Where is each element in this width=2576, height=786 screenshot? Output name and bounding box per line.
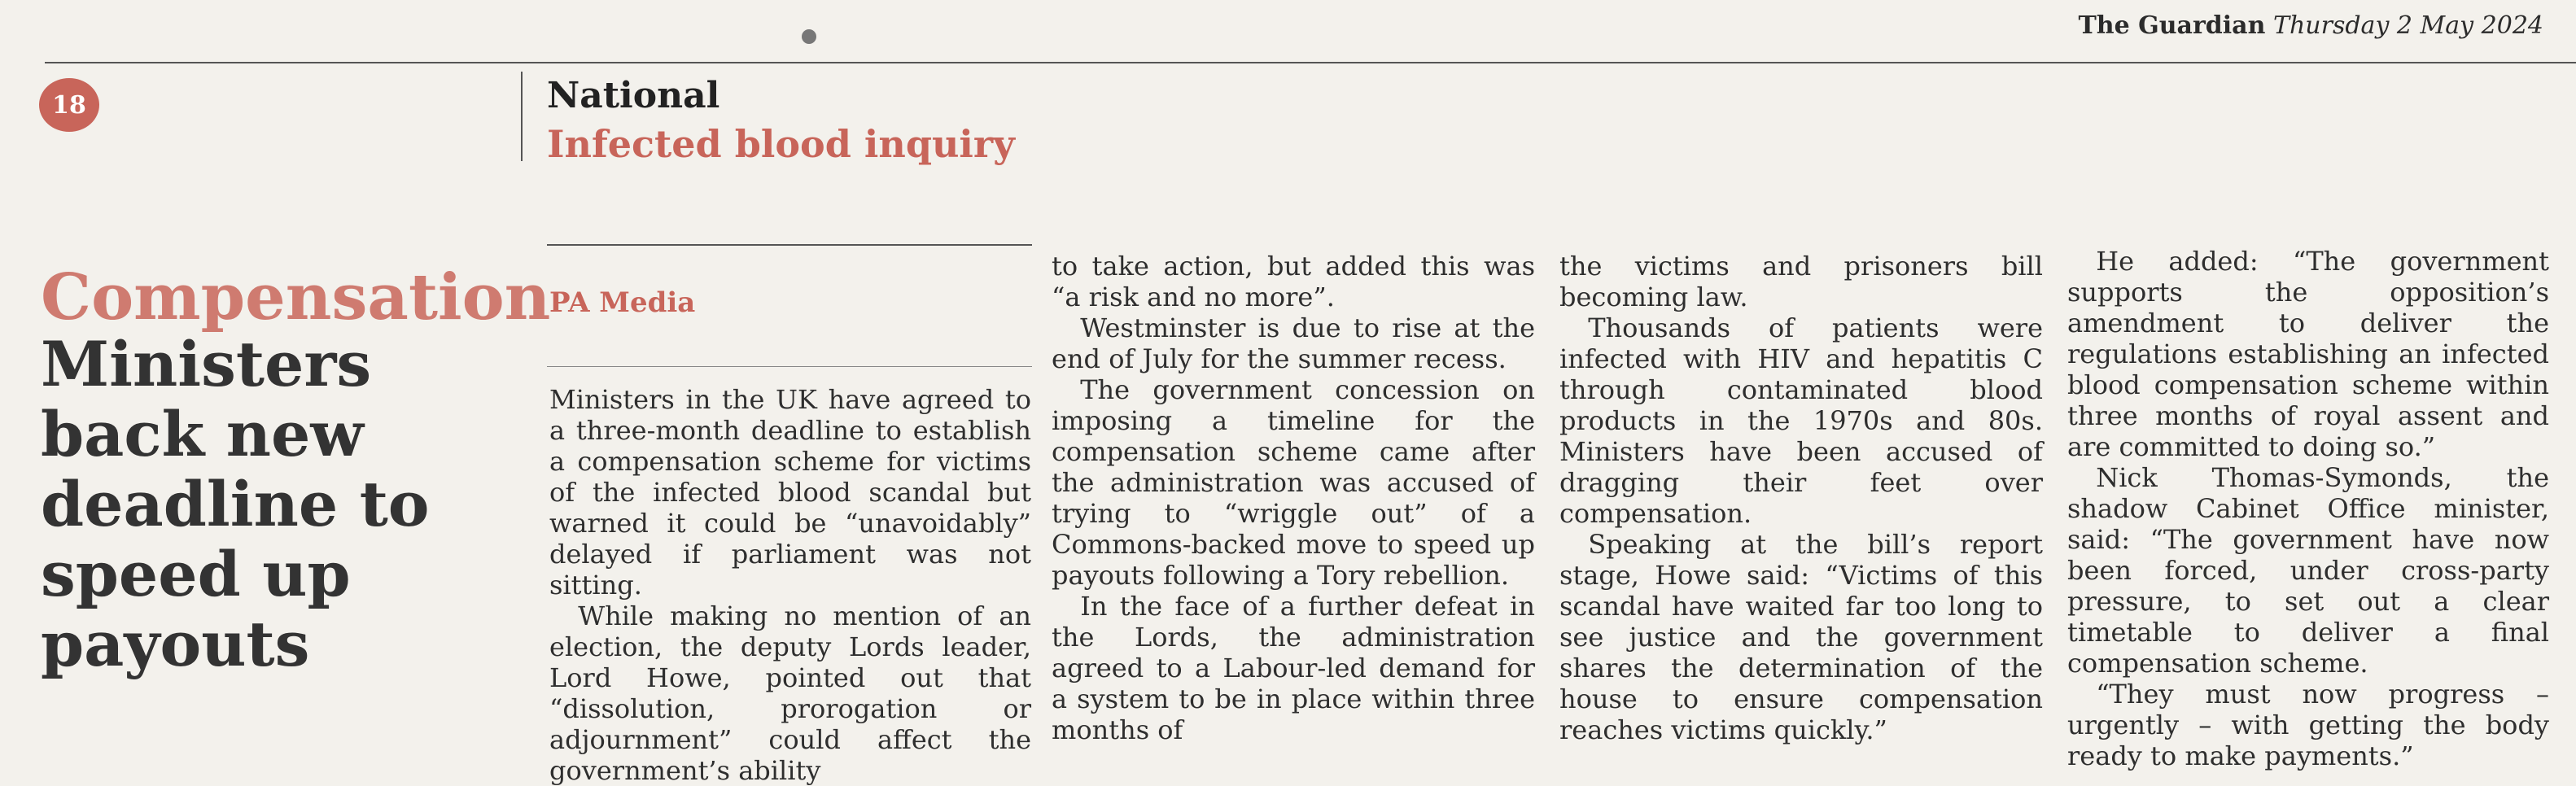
masthead-brand: The Guardian	[2078, 11, 2266, 40]
paragraph: the victims and prisoners bill becoming law.	[1559, 251, 2043, 312]
byline-bottom-rule	[547, 366, 1032, 367]
page-number-badge: 18	[39, 78, 99, 132]
section-title: National	[547, 75, 720, 116]
article-headline: Ministers back new deadline to speed up payouts	[41, 328, 430, 680]
paragraph: Nick Thomas-Symonds, the shadow Cabinet Office minister, said: “The government have now been forced, under cross-party pressure, to set out a clear timetable to deliver a final compensation scheme.	[2067, 462, 2549, 679]
article-column-4	[2067, 246, 2549, 771]
byline-top-rule	[547, 244, 1032, 246]
article-column-3	[1559, 251, 2043, 745]
article-kicker: Compensation	[41, 260, 551, 334]
paragraph: to take action, but added this was “a risk and no more”.	[1052, 251, 1535, 312]
paragraph: The government concession on imposing a timeline for the compensation scheme came after the administration was accused of trying to “wriggle out” of a Commons-backed move to speed up payouts following a Tory rebellion.	[1052, 374, 1535, 591]
paragraph: While making no mention of an election, the deputy Lords leader, Lord Howe, pointed out that “dissolution, prorogation or adjournment” could affect the government’s ability	[549, 600, 1031, 786]
masthead-date: Thursday 2 May 2024	[2272, 11, 2543, 40]
paragraph: Westminster is due to rise at the end of July for the summer recess.	[1052, 312, 1535, 374]
paragraph: Ministers in the UK have agreed to a three-month deadline to establish a compensation scheme for victims of the infected blood scandal but warned it could be “unavoidably” delayed if parliament was not sitting.	[549, 384, 1031, 600]
page-dot	[802, 29, 816, 44]
paragraph: Thousands of patients were infected with HIV and hepatitis C through contaminated blood products in the 1970s and 80s. Ministers have been accused of dragging their feet over compensation.	[1559, 312, 2043, 529]
paragraph: In the face of a further defeat in the Lords, the administration agreed to a Labour-led demand for a system to be in place within three months of	[1052, 591, 1535, 745]
article-byline: PA Media	[549, 286, 696, 319]
masthead	[2078, 11, 2543, 40]
section-divider	[521, 72, 523, 161]
article-column-2	[1052, 251, 1535, 745]
paragraph: He added: “The government supports the opposition’s amendment to deliver the regulations establishing an infected blood compensation scheme within three months of royal assent and are committed to doing so.”	[2067, 246, 2549, 462]
top-rule	[45, 62, 2576, 63]
subsection-title: Infected blood inquiry	[547, 122, 1015, 166]
article-column-1	[549, 384, 1031, 786]
paragraph: Speaking at the bill’s report stage, Howe said: “Victims of this scandal have waited far too long to see justice and the government shares the determination of the house to ensure compensation reaches victims quickly.”	[1559, 529, 2043, 745]
paragraph: “They must now progress – urgently – with getting the body ready to make payments.”	[2067, 679, 2549, 771]
